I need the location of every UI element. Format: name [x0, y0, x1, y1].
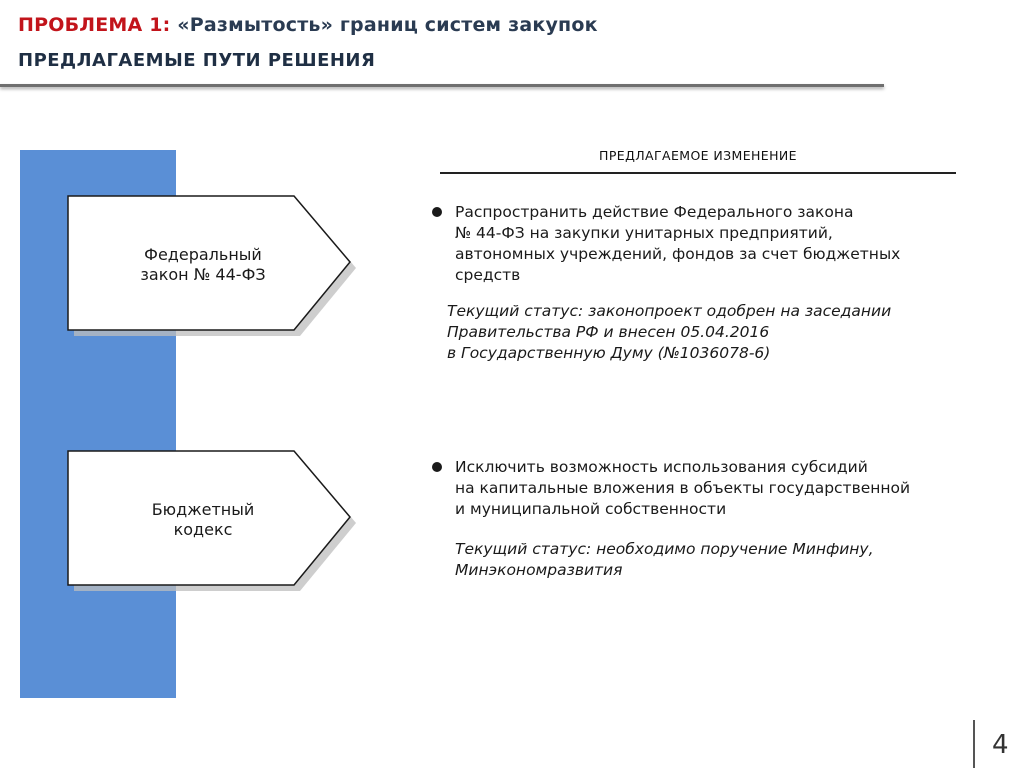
status-text-2: Текущий статус: необходимо поручение Минфину, Минэкономразвития [455, 540, 874, 579]
page-number-divider [973, 720, 975, 768]
slide-title [18, 14, 598, 36]
chevron-label-budget-code [88, 451, 318, 589]
federal-law-text: Федеральный закон № 44-ФЗ [140, 245, 266, 284]
proposal-text-2: Исключить возможность использования субсидий на капитальные вложения в объекты государственной и муниципальной собственности [455, 458, 911, 518]
proposed-change-heading: ПРЕДЛАГАЕМОЕ ИЗМЕНЕНИЕ [599, 148, 797, 163]
problem-title: «Размытость» границ систем закупок [177, 14, 598, 36]
chevron-budget-code [68, 451, 358, 593]
header-divider [0, 84, 884, 87]
budget-code-text: Бюджетный кодекс [151, 500, 255, 539]
status-text-1: Текущий статус: законопроект одобрен на заседании Правительства РФ и внесен 05.04.2016 в Государственную Думу (№1036078-6) [447, 302, 892, 362]
bullet-icon [432, 207, 442, 217]
proposal-item-2 [432, 457, 972, 520]
chevron-label-federal-law [88, 196, 318, 334]
proposal-item-1 [432, 202, 972, 286]
chevron-federal-law [68, 196, 358, 338]
slide-subtitle: ПРЕДЛАГАЕМЫЕ ПУТИ РЕШЕНИЯ [18, 50, 376, 71]
problem-label: ПРОБЛЕМА 1: [18, 14, 171, 36]
page-number: 4 [992, 730, 1009, 760]
heading-underline [440, 172, 956, 174]
proposal-text-1: Распространить действие Федерального закона № 44-ФЗ на закупки унитарных предприятий, автономных учреждений, фондов за счет бюджетных средств [455, 203, 901, 284]
bullet-icon [432, 462, 442, 472]
